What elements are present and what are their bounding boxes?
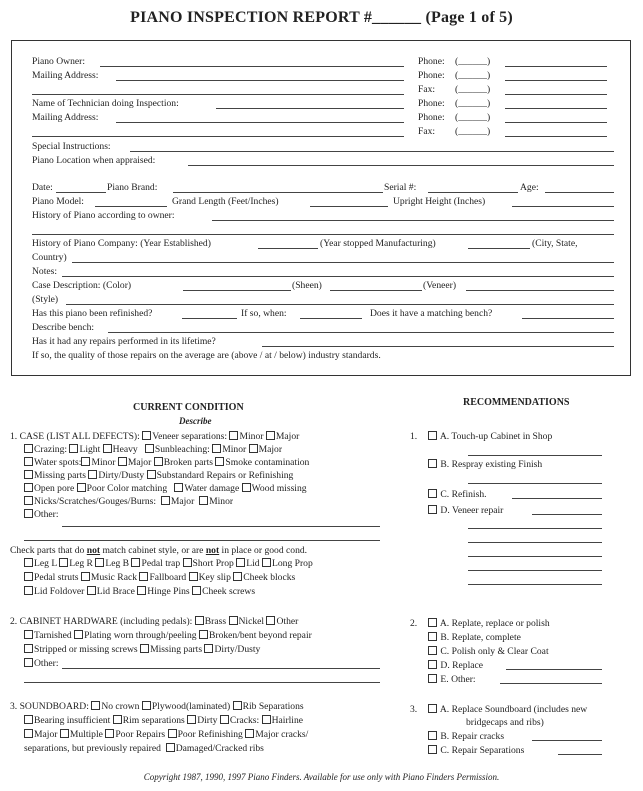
grand-length-field[interactable]	[310, 206, 388, 207]
case-description-label: Case Description: (Color)	[32, 280, 132, 291]
crazing-heavy-label: Heavy	[112, 444, 138, 455]
owner-fax-label: Fax:	[418, 84, 436, 95]
rec-line-3[interactable]	[468, 556, 602, 557]
copyright-footer: Copyright 1987, 1990, 1997 Piano Finders. Available for use only with Piano Finders Permission.	[143, 772, 500, 782]
leg-b-checkbox[interactable]	[95, 558, 104, 567]
year-stopped-field[interactable]	[468, 248, 530, 249]
respray-field[interactable]	[468, 483, 602, 484]
poor-repairs-label: Poor Repairs	[115, 729, 166, 740]
poor-refinishing-label: Poor Refinishing	[177, 729, 243, 740]
rec-other-checkbox[interactable]	[428, 674, 437, 683]
rec-g1-num: 1.	[410, 431, 418, 442]
history-owner-field[interactable]	[212, 220, 614, 221]
owner-phone-field[interactable]	[505, 66, 607, 67]
broken-parts-label: Broken parts	[163, 457, 213, 468]
rec-other-label: E. Other:	[440, 674, 476, 685]
dirty-dusty-label: Dirty/Dusty	[98, 470, 145, 481]
crazing-label: Crazing:	[34, 444, 68, 455]
veneer-major-checkbox[interactable]	[266, 431, 275, 440]
rec-g2-b	[428, 631, 521, 644]
hardware-other-line2[interactable]	[24, 682, 380, 683]
nicks-label: Nicks/Scratches/Gouges/Burns:	[34, 496, 157, 507]
repair-cracks-label: B. Repair cracks	[440, 731, 505, 742]
rec-other-field[interactable]	[500, 683, 602, 684]
rec-g1-a	[428, 430, 552, 443]
piano-brand-field[interactable]	[173, 192, 383, 193]
case-other-label: Other:	[34, 509, 59, 520]
describe-bench-label: Describe bench:	[32, 322, 95, 333]
leg-r-checkbox[interactable]	[59, 558, 68, 567]
rim-separations-label: Rim separations	[122, 715, 185, 726]
case-other-field[interactable]	[62, 526, 380, 527]
owner-phone2-label: Phone:	[418, 70, 445, 81]
substandard-label: Substandard Repairs or Refinishing	[156, 470, 294, 481]
sunbleaching-checkbox[interactable]	[145, 444, 154, 453]
piano-owner-field[interactable]	[100, 66, 404, 67]
check-parts-not1: not	[86, 545, 101, 556]
broken-bent-checkbox[interactable]	[199, 630, 208, 639]
fallboard-checkbox[interactable]	[139, 572, 148, 581]
lid-brace-checkbox[interactable]	[87, 586, 96, 595]
cheek-blocks-checkbox[interactable]	[233, 572, 242, 581]
tech-phone-field[interactable]	[505, 108, 607, 109]
repair-cracks-field[interactable]	[532, 740, 602, 741]
age-label: Age:	[520, 182, 539, 193]
rec-g3-a	[428, 703, 587, 716]
veneer-field[interactable]	[466, 290, 614, 291]
tech-phone2-field[interactable]	[505, 122, 607, 123]
refinished-when-field[interactable]	[300, 318, 362, 319]
missing-parts-checkbox[interactable]	[24, 470, 33, 479]
owner-phone-area[interactable]: (______)	[455, 56, 491, 67]
owner-fax-area[interactable]: (______)	[455, 84, 491, 95]
technician-label: Name of Technician doing Inspection:	[32, 98, 179, 109]
sunbleaching-minor-label: Minor	[222, 444, 247, 455]
current-condition-heading: CURRENT CONDITION	[133, 402, 244, 413]
refinish-field[interactable]	[512, 498, 602, 499]
crazing-light-checkbox[interactable]	[69, 444, 78, 453]
no-crown-checkbox[interactable]	[91, 701, 100, 710]
replate-polish-label: A. Replate, replace or polish	[439, 618, 550, 629]
repair-quality-text: If so, the quality of those repairs on the average are (above / at / below) industry standards.	[32, 350, 381, 361]
rec-g2-e	[428, 673, 476, 686]
major-cracks-checkbox[interactable]	[245, 729, 254, 738]
rec-g3-c	[428, 744, 524, 757]
tech-phone-area[interactable]: (______)	[455, 98, 491, 109]
lid-brace-label: Lid Brace	[96, 586, 135, 597]
hw-missing-parts-label: Missing parts	[150, 644, 203, 655]
recommendations-heading: RECOMMENDATIONS	[463, 397, 570, 408]
piano-model-label: Piano Model:	[32, 196, 84, 207]
poor-color-checkbox[interactable]	[77, 483, 86, 492]
replace-soundboard-label: A. Replace Soundboard (includes new	[439, 704, 588, 715]
history-owner-line2[interactable]	[32, 234, 614, 235]
date-field[interactable]	[56, 192, 106, 193]
soundboard-row4	[24, 742, 264, 755]
respray-checkbox[interactable]	[428, 459, 437, 468]
plywood-checkbox[interactable]	[142, 701, 151, 710]
veneer-minor-checkbox[interactable]	[229, 431, 238, 440]
check-parts-text-a: Check parts that do	[10, 545, 87, 556]
leg-r-label: Leg R	[69, 558, 93, 569]
brass-checkbox[interactable]	[195, 616, 204, 625]
case-other-line2[interactable]	[24, 540, 380, 541]
hinge-pins-label: Hinge Pins	[147, 586, 190, 597]
hw-dirty-checkbox[interactable]	[204, 644, 213, 653]
replate-complete-label: B. Replate, complete	[440, 632, 521, 643]
pedal-struts-checkbox[interactable]	[24, 572, 33, 581]
broken-parts-checkbox[interactable]	[154, 457, 163, 466]
tech-fax-label: Fax:	[418, 126, 436, 137]
water-minor-label: Minor	[91, 457, 116, 468]
owner-address-field[interactable]	[116, 80, 404, 81]
rec-g1-b	[428, 458, 542, 471]
leg-b-label: Leg B	[105, 558, 130, 569]
year-stopped-label: (Year stopped Manufacturing)	[320, 238, 436, 249]
sb-major-checkbox[interactable]	[24, 729, 33, 738]
notes-label: Notes:	[32, 266, 58, 277]
short-prop-label: Short Prop	[192, 558, 234, 569]
age-field[interactable]	[545, 192, 614, 193]
history-company-label: History of Piano Company: (Year Established)	[32, 238, 211, 249]
tech-fax-area[interactable]: (______)	[455, 126, 491, 137]
piano-brand-label: Piano Brand:	[107, 182, 158, 193]
water-spots-checkbox[interactable]	[24, 457, 33, 466]
veneer-repair-checkbox[interactable]	[428, 505, 437, 514]
rec-g3-a2: bridgecaps and ribs)	[466, 717, 544, 728]
cracks-label: Cracks:	[229, 715, 260, 726]
open-pore-label: Open pore	[34, 483, 75, 494]
plating-worn-label: Plating worn through/peeling	[84, 630, 197, 641]
hardware-label: 2. CABINET HARDWARE (including pedals):	[10, 616, 193, 627]
replate-polish-checkbox[interactable]	[428, 618, 437, 627]
long-prop-label: Long Prop	[271, 558, 313, 569]
year-established-field[interactable]	[258, 248, 318, 249]
missing-parts-label: Missing parts	[34, 470, 86, 481]
country-field[interactable]	[72, 262, 614, 263]
notes-field[interactable]	[62, 276, 614, 277]
water-major-label: Major	[127, 457, 152, 468]
rim-separations-checkbox[interactable]	[113, 715, 122, 724]
bearing-label: Bearing insufficient	[34, 715, 111, 726]
soundboard-row1	[10, 700, 304, 713]
no-crown-label: No crown	[101, 701, 140, 712]
music-rack-checkbox[interactable]	[81, 572, 90, 581]
tarnished-checkbox[interactable]	[24, 630, 33, 639]
veneer-separations-checkbox[interactable]	[142, 431, 151, 440]
sheen-field[interactable]	[330, 290, 422, 291]
owner-fax-field[interactable]	[505, 94, 607, 95]
repair-cracks-checkbox[interactable]	[428, 731, 437, 740]
rib-separations-checkbox[interactable]	[233, 701, 242, 710]
rec-g2-d	[428, 659, 483, 672]
multiple-label: Multiple	[69, 729, 103, 740]
water-spots-label: Water spots:	[34, 457, 82, 468]
replate-complete-checkbox[interactable]	[428, 632, 437, 641]
owner-phone2-field[interactable]	[505, 80, 607, 81]
page-title: PIANO INSPECTION REPORT #______ (Page 1 of 5)	[130, 9, 513, 26]
damaged-ribs-label: Damaged/Cracked ribs	[175, 743, 264, 754]
piano-model-field[interactable]	[95, 206, 167, 207]
sb-dirty-label: Dirty	[197, 715, 218, 726]
pedal-trap-checkbox[interactable]	[131, 558, 140, 567]
hardware-other-field[interactable]	[62, 668, 380, 669]
lid-foldover-checkbox[interactable]	[24, 586, 33, 595]
smoke-checkbox[interactable]	[215, 457, 224, 466]
separations-repaired-label: separations, but previously repaired	[24, 743, 161, 754]
cheek-blocks-label: Cheek blocks	[243, 572, 296, 583]
plating-worn-checkbox[interactable]	[74, 630, 83, 639]
repair-separations-label: C. Repair Separations	[440, 745, 525, 756]
tech-phone2-label: Phone:	[418, 112, 445, 123]
touch-up-label: A. Touch-up Cabinet in Shop	[439, 431, 553, 442]
bearing-checkbox[interactable]	[24, 715, 33, 724]
repair-separations-field[interactable]	[558, 754, 602, 755]
rec-g1-d	[428, 504, 503, 517]
refinish-label: C. Refinish.	[440, 489, 487, 500]
piano-location-label: Piano Location when appraised:	[32, 155, 156, 166]
tarnished-label: Tarnished	[34, 630, 72, 641]
grand-length-label: Grand Length (Feet/Inches)	[172, 196, 279, 207]
music-rack-label: Music Rack	[90, 572, 138, 583]
matching-bench-field[interactable]	[522, 318, 614, 319]
nickel-checkbox[interactable]	[229, 616, 238, 625]
wood-missing-label: Wood missing	[251, 483, 307, 494]
crazing-light-label: Light	[79, 444, 101, 455]
nicks-minor-checkbox[interactable]	[199, 496, 208, 505]
broken-bent-label: Broken/bent beyond repair	[208, 630, 312, 641]
upright-height-field[interactable]	[512, 206, 614, 207]
polish-only-checkbox[interactable]	[428, 646, 437, 655]
long-prop-checkbox[interactable]	[262, 558, 271, 567]
replace-field[interactable]	[506, 669, 602, 670]
soundboard-row3	[24, 728, 308, 741]
soundboard-row2	[24, 714, 303, 727]
check-parts-row3	[24, 585, 255, 598]
repair-separations-checkbox[interactable]	[428, 745, 437, 754]
hardware-row3	[24, 643, 260, 656]
hairline-checkbox[interactable]	[262, 715, 271, 724]
leg-l-checkbox[interactable]	[24, 558, 33, 567]
sb-major-label: Major	[34, 729, 58, 740]
rec-g3-num: 3.	[410, 704, 418, 715]
case-other-checkbox[interactable]	[24, 509, 33, 518]
dirty-dusty-checkbox[interactable]	[88, 470, 97, 479]
rec-line-1[interactable]	[468, 528, 602, 529]
check-parts-intro	[10, 544, 307, 557]
wood-missing-checkbox[interactable]	[242, 483, 251, 492]
veneer-separations-label: Veneer separations:	[152, 431, 228, 442]
special-instructions-label: Special Instructions:	[32, 141, 111, 152]
veneer-repair-label: D. Veneer repair	[440, 505, 504, 516]
major-cracks-label: Major cracks/	[255, 729, 309, 740]
polish-only-label: C. Polish only & Clear Coat	[440, 646, 549, 657]
tech-fax-field[interactable]	[505, 136, 607, 137]
serial-label: Serial #:	[384, 182, 417, 193]
water-major-checkbox[interactable]	[118, 457, 127, 466]
check-parts-text-c: in place or good cond.	[219, 545, 308, 556]
country-label: Country)	[32, 252, 67, 263]
short-prop-checkbox[interactable]	[183, 558, 192, 567]
water-damage-label: Water damage	[184, 483, 240, 494]
sunbleaching-major-label: Major	[258, 444, 283, 455]
hw-other2-label: Other:	[34, 658, 59, 669]
substandard-checkbox[interactable]	[147, 470, 156, 479]
hw-other2-checkbox[interactable]	[24, 658, 33, 667]
rec-g2-num: 2.	[410, 618, 418, 629]
rec-line-5[interactable]	[468, 584, 602, 585]
replace-label: D. Replace	[440, 660, 484, 671]
matching-bench-label: Does it have a matching bench?	[370, 308, 493, 319]
hinge-pins-checkbox[interactable]	[137, 586, 146, 595]
poor-repairs-checkbox[interactable]	[105, 729, 114, 738]
lid-label: Lid	[246, 558, 260, 569]
veneer-minor-label: Minor	[239, 431, 264, 442]
veneer-repair-field[interactable]	[532, 514, 602, 515]
piano-location-field[interactable]	[188, 165, 614, 166]
poor-color-label: Poor Color matching	[86, 483, 168, 494]
tech-address-label: Mailing Address:	[32, 112, 99, 123]
describe-bench-field[interactable]	[108, 332, 614, 333]
serial-field[interactable]	[428, 192, 518, 193]
soundboard-label: 3. SOUNDBOARD:	[10, 701, 89, 712]
stripped-screws-checkbox[interactable]	[24, 644, 33, 653]
case-section	[10, 430, 390, 521]
check-parts-not2: not	[205, 545, 220, 556]
stripped-screws-label: Stripped or missing screws	[34, 644, 138, 655]
owner-address-line2[interactable]	[32, 94, 404, 95]
crazing-heavy-checkbox[interactable]	[103, 444, 112, 453]
cheek-screws-checkbox[interactable]	[192, 586, 201, 595]
sb-dirty-checkbox[interactable]	[187, 715, 196, 724]
hardware-other-label: Other	[276, 616, 299, 627]
check-parts-row1	[24, 557, 313, 570]
style-field[interactable]	[66, 304, 614, 305]
nicks-minor-label: Minor	[209, 496, 234, 507]
upright-height-label: Upright Height (Inches)	[393, 196, 486, 207]
crazing-checkbox[interactable]	[24, 444, 33, 453]
hairline-label: Hairline	[271, 715, 304, 726]
hw-missing-parts-checkbox[interactable]	[140, 644, 149, 653]
nicks-checkbox[interactable]	[24, 496, 33, 505]
replace-checkbox[interactable]	[428, 660, 437, 669]
rec-g3-b	[428, 730, 504, 743]
nicks-major-checkbox[interactable]	[161, 496, 170, 505]
rib-separations-label: Rib Separations	[242, 701, 304, 712]
smoke-label: Smoke contamination	[225, 457, 310, 468]
hardware-row1	[10, 615, 298, 628]
refinished-field[interactable]	[182, 318, 237, 319]
rec-line-2[interactable]	[468, 542, 602, 543]
veneer-major-label: Major	[275, 431, 300, 442]
lid-checkbox[interactable]	[236, 558, 245, 567]
check-parts-row2	[24, 571, 295, 584]
city-state-label: (City, State,	[532, 238, 578, 249]
tech-address-line2[interactable]	[32, 136, 404, 137]
case-label: 1. CASE (LIST ALL DEFECTS):	[10, 431, 140, 442]
hardware-row4	[24, 657, 59, 670]
open-pore-checkbox[interactable]	[24, 483, 33, 492]
special-instructions-field[interactable]	[130, 151, 614, 152]
poor-refinishing-checkbox[interactable]	[168, 729, 177, 738]
repairs-label: Has it had any repairs performed in its lifetime?	[32, 336, 216, 347]
owner-address-label: Mailing Address:	[32, 70, 99, 81]
veneer-label: (Veneer)	[423, 280, 457, 291]
rec-line-4[interactable]	[468, 570, 602, 571]
cracks-checkbox[interactable]	[220, 715, 229, 724]
info-box	[11, 40, 631, 376]
owner-phone-label: Phone:	[418, 56, 445, 67]
refinished-label: Has this piano been refinished?	[32, 308, 153, 319]
tech-address-field[interactable]	[116, 122, 404, 123]
leg-l-label: Leg L	[34, 558, 57, 569]
pedal-struts-label: Pedal struts	[34, 572, 79, 583]
technician-field[interactable]	[216, 108, 404, 109]
key-slip-label: Key slip	[198, 572, 231, 583]
sunbleaching-minor-checkbox[interactable]	[212, 444, 221, 453]
sheen-label: (Sheen)	[292, 280, 322, 291]
rec-g1-c	[428, 488, 487, 501]
respray-label: B. Respray existing Finish	[440, 459, 543, 470]
describe-subheading: Describe	[179, 416, 212, 426]
hw-dirty-label: Dirty/Dusty	[214, 644, 261, 655]
nicks-major-label: Major	[170, 496, 195, 507]
damaged-ribs-checkbox[interactable]	[166, 743, 175, 752]
fallboard-label: Fallboard	[149, 572, 187, 583]
sunbleaching-label: Sunbleaching:	[154, 444, 210, 455]
water-minor-checkbox[interactable]	[81, 457, 90, 466]
lid-foldover-label: Lid Foldover	[34, 586, 85, 597]
case-color-field[interactable]	[183, 290, 291, 291]
pedal-trap-label: Pedal trap	[141, 558, 181, 569]
cheek-screws-label: Cheek screws	[202, 586, 256, 597]
tech-phone-label: Phone:	[418, 98, 445, 109]
if-so-when-label: If so, when:	[241, 308, 287, 319]
touch-up-checkbox[interactable]	[428, 431, 437, 440]
piano-owner-label: Piano Owner:	[32, 56, 86, 67]
sunbleaching-major-checkbox[interactable]	[249, 444, 258, 453]
rec-g2-a	[428, 617, 550, 630]
nickel-label: Nickel	[238, 616, 265, 627]
refinish-checkbox[interactable]	[428, 489, 437, 498]
key-slip-checkbox[interactable]	[189, 572, 198, 581]
tech-phone2-area[interactable]: (______)	[455, 112, 491, 123]
history-owner-label: History of Piano according to owner:	[32, 210, 175, 221]
multiple-checkbox[interactable]	[60, 729, 69, 738]
date-label: Date:	[32, 182, 53, 193]
check-parts-text-b: match cabinet style, or are	[100, 545, 206, 556]
hardware-row2	[24, 629, 312, 642]
style-label: (Style)	[32, 294, 59, 305]
brass-label: Brass	[204, 616, 227, 627]
owner-phone2-area[interactable]: (______)	[455, 70, 491, 81]
repairs-field[interactable]	[262, 346, 614, 347]
replace-soundboard-checkbox[interactable]	[428, 704, 437, 713]
plywood-label: Plywood(laminated)	[151, 701, 231, 712]
rec-g2-c	[428, 645, 549, 658]
hardware-other-checkbox[interactable]	[266, 616, 275, 625]
water-damage-checkbox[interactable]	[174, 483, 183, 492]
touch-up-field[interactable]	[468, 455, 602, 456]
